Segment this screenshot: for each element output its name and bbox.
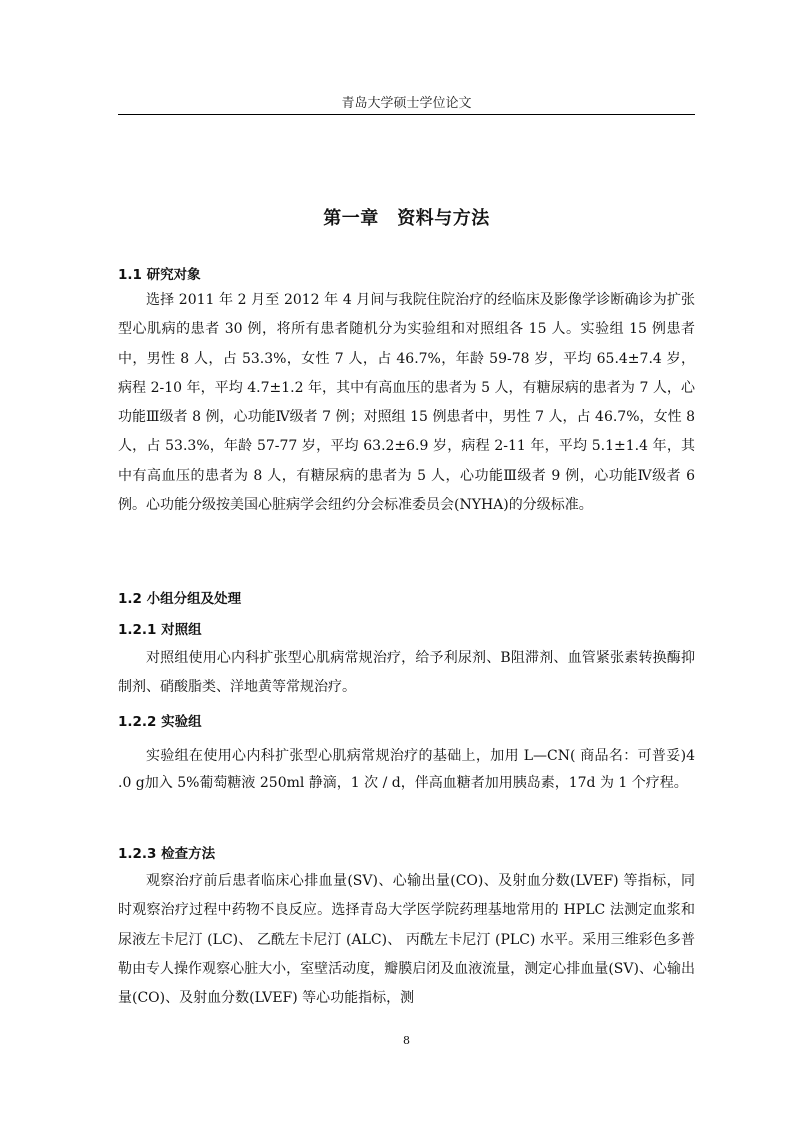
section-heading-1-2-3: 1.2.3 检查方法 (118, 846, 216, 862)
paragraph-1-2-3: 观察治疗前后患者临床心排血量(SV)、心输出量(CO)、及射血分数(LVEF) 等指标，同时观察治疗过程中药物不良反应。选择青岛大学医学院药理基地常用的 HPLC 法测定血浆和尿液左卡尼汀 (LC)、 乙酰左卡尼汀 (ALC)、 丙酰左卡尼汀 (PLC) 水平。采用三维彩色多普勒由专人操作观察心脏大小，室壁活动度，瓣膜启闭及血液流量，测定心排血量(SV)、心输出量(CO)、及射血分数(LVEF) 等心功能指标，测 (118, 873, 695, 1007)
section-heading-1-2: 1.2 小组分组及处理 (118, 591, 242, 607)
section-heading-1-2-2: 1.2.2 实验组 (118, 714, 202, 730)
section-heading-1-1: 1.1 研究对象 (118, 267, 201, 283)
page-number: 8 (403, 1034, 410, 1047)
chapter-title: 第一章 资料与方法 (323, 208, 490, 229)
paragraph-1-1: 选择 2011 年 2 月至 2012 年 4 月间与我院住院治疗的经临床及影像学诊断确诊为扩张型心肌病的患者 30 例，将所有患者随机分为实验组和对照组各 15 人。实验组 15 例患者中，男性 8 人，占 53.3%，女性 7 人，占 46.7%，年龄 59-78 岁，平均 65.4±7.4 岁，病程 2-10 年，平均 4.7±1.2 年，其中有高血压的患者为 5 人，有糖尿病的患者为 7 人，心功能Ⅲ级者 8 例，心功能Ⅳ级者 7 例；对照组 15 例患者中，男性 7 人，占 46.7%，女性 8 人，占 53.3%，年龄 57-77 岁，平均 63.2±6.9 岁，病程 2-11 年，平均 5.1±1.4 年，其中有高血压的患者为 8 人，有糖尿病的患者为 5 人，心功能Ⅲ级者 9 例，心功能Ⅳ级者 6 例。心功能分级按美国心脏病学会纽约分会标准委员会(NYHA)的分级标准。 (118, 292, 695, 514)
paragraph-1-2-2: 实验组在使用心内科扩张型心肌病常规治疗的基础上，加用 L—CN( 商品名：可普妥)4 .0 g加入 5%葡萄糖液 250ml 静滴，1 次 / d，伴高血糖者加用胰岛素，17d 为 1 个疗程。 (118, 748, 695, 791)
section-heading-1-2-1: 1.2.1 对照组 (118, 622, 202, 638)
header-rule (118, 114, 695, 115)
running-header: 青岛大学硕士学位论文 (341, 96, 472, 111)
paragraph-1-2-1: 对照组使用心内科扩张型心肌病常规治疗，给予利尿剂、Β阻滞剂、血管紧张素转换酶抑制剂、硝酸脂类、洋地黄等常规治疗。 (118, 650, 695, 696)
